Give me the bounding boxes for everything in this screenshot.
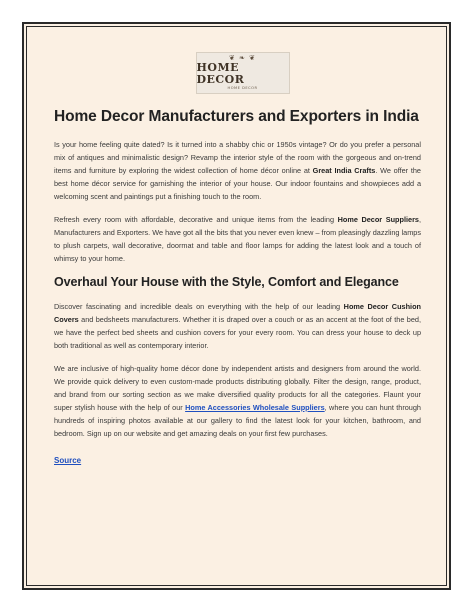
- home-accessories-wholesale-link[interactable]: Home Accessories Wholesale Suppliers: [185, 403, 325, 412]
- logo-ornament-icon: ❦ ❧ ❦: [228, 54, 257, 62]
- document-content: [54, 52, 421, 468]
- cushion-covers-bold: Home Decor Cushion Covers: [54, 302, 421, 324]
- home-decor-logo: [196, 52, 290, 94]
- logo-tagline: HOME DECOR: [227, 86, 258, 90]
- section-heading: Overhaul Your House with the Style, Comfort and Elegance: [54, 275, 399, 289]
- paragraph-intro: Is your home feeling quite dated? Is it turned into a shabby chic or 1950s vintage? Or do you prefer a personal mix of antiques and minimalistic design? Revamp the interior style of the room with the gorgeous and on-trend items and furniture by exploring the widest collection of home décor online at Great India Crafts. We offer the best home décor service for garnishing the interior of your house. Our indoor fountains and showpieces add a welcoming scent and paintings put a finishing touch to the room.: [54, 140, 421, 201]
- paragraph-discover: Discover fascinating and incredible deals on everything with the help of our leading Home Decor Cushion Covers and bedsheets manufacturers. Whether it is draped over a couch or as an accent at the foot of the bed, we have the perfect bed sheets and cushion covers for your every room. You can dress your house to deck up both traditional as well as contemporary interior.: [54, 302, 421, 350]
- page-title: Home Decor Manufacturers and Exporters in India: [54, 108, 419, 125]
- logo-text: HOME DECOR: [196, 61, 245, 86]
- source-link[interactable]: Source: [54, 456, 82, 465]
- paragraph-inclusive: We are inclusive of high-quality home décor done by independent artists and designers from around the world. We provide quick delivery to even custom-made products distributing globally. Filter the design, range, product, and brand from our sorting section as we make diversified quality products for all the categories. Flaunt your super stylish house with the help of our Home Accessories Wholesale Suppliers, where you can hunt through hundreds of inspiring photos available at our gallery to find the latest look for your kitchen, bathroom, and bedroom. Sign up on our website and get amazing deals on your first few purchases.: [54, 364, 421, 438]
- great-india-crafts-bold: Great India Crafts: [312, 166, 376, 175]
- home-decor-suppliers-bold: Home Decor Suppliers: [337, 215, 419, 224]
- paragraph-refresh: Refresh every room with affordable, decorative and unique items from the leading Home Decor Suppliers, Manufacturers and Exporters. We have got all the bits that you never even knew – from pleasingly dazzling lamps to plush carpets, wall decorative, doormat and table and floor lamps for adding the latest look and a touch of whimsy to your home.: [54, 215, 421, 263]
